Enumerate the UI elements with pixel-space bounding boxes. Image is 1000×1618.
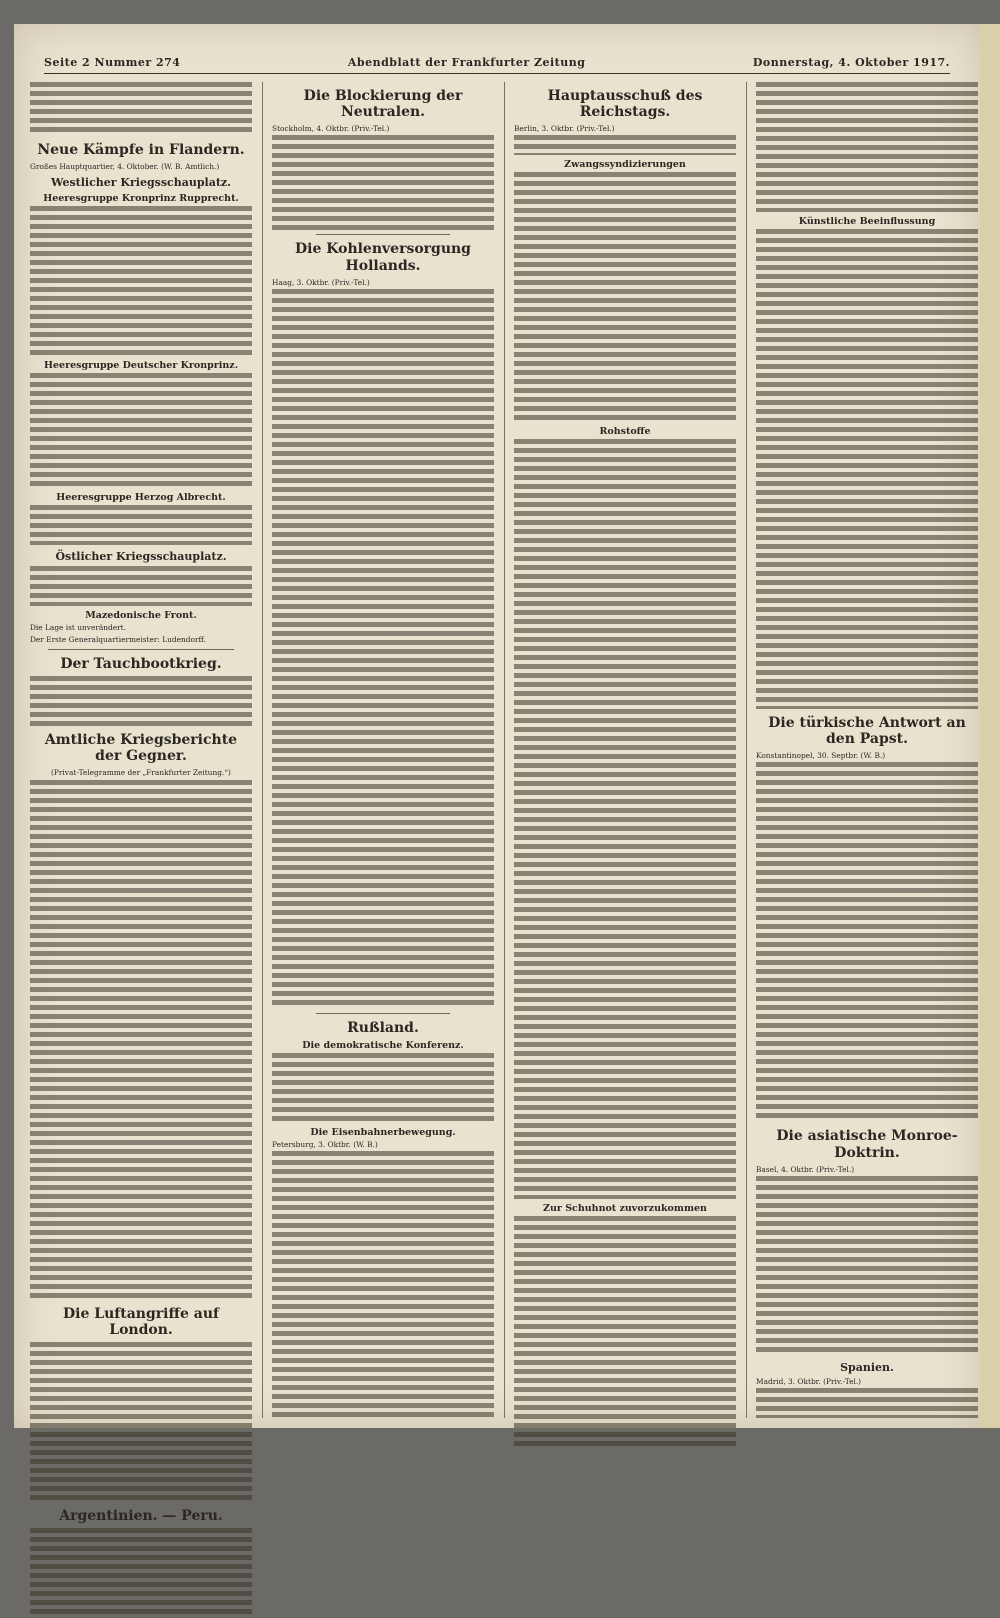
body-text (30, 373, 252, 488)
article-heading: Die asiatische Monroe-Doktrin. (776, 1128, 958, 1161)
subheading: Zwangssyndizierungen (564, 159, 686, 171)
body-text (756, 762, 978, 1122)
body-text (514, 172, 736, 422)
page-edge (980, 24, 1000, 1428)
subheading: Die Eisenbahnerbewegung. (310, 1127, 456, 1139)
body-text (756, 229, 978, 709)
body-text (272, 1053, 494, 1123)
column-4 (756, 82, 978, 1418)
masthead-title: Abendblatt der Frankfurter Zeitung (347, 55, 586, 69)
article-heading: Neue Kämpfe in Flandern. (37, 142, 245, 158)
section-heading: Westlicher Kriegsschauplatz. (51, 176, 231, 190)
body-text (30, 206, 252, 356)
article-heading: Hauptausschuß des Reichstags. (547, 88, 703, 121)
divider (316, 234, 449, 235)
text-line: Die Lage ist unverändert. (30, 623, 126, 633)
body-text (30, 780, 252, 1300)
subheading: Heeresgruppe Deutscher Kronprinz. (44, 360, 238, 372)
issue-date: Donnerstag, 4. Oktober 1917. (752, 55, 950, 69)
subheading: Mazedonische Front. (85, 610, 197, 622)
subheading: Heeresgruppe Kronprinz Rupprecht. (43, 193, 239, 205)
body-text (756, 1388, 978, 1418)
column-rule (504, 82, 505, 1418)
divider (316, 1013, 449, 1014)
body-text (272, 1151, 494, 1421)
dateline: Berlin, 3. Oktbr. (Priv.-Tel.) (514, 124, 615, 134)
body-text (30, 566, 252, 606)
signature-line: Der Erste Generalquartiermeister: Ludendorff. (30, 634, 206, 644)
body-text (514, 135, 736, 155)
column-1 (30, 82, 252, 1524)
body-text (756, 1176, 978, 1356)
body-text (514, 1216, 736, 1446)
body-text (272, 289, 494, 1009)
column-3 (514, 82, 736, 1418)
body-text (756, 82, 978, 212)
section-heading: Spanien. (840, 1360, 894, 1374)
dateline: Großes Hauptquartier, 4. Oktober. (W. B. Amtlich.) (30, 162, 220, 172)
subtitle: (Privat-Telegramme der „Frankfurter Zeitung.“) (51, 768, 231, 778)
article-heading: Die Blockierung der Neutralen. (303, 88, 463, 121)
article-heading: Der Tauchbootkrieg. (60, 655, 222, 672)
article-heading: Die türkische Antwort an den Papst. (768, 715, 966, 748)
running-head (44, 54, 950, 74)
dateline: Haag, 3. Oktbr. (Priv.-Tel.) (272, 277, 370, 287)
body-text (30, 1528, 252, 1618)
section-heading: Östlicher Kriegsschauplatz. (55, 550, 227, 564)
newspaper-page (14, 24, 980, 1524)
dateline: Basel, 4. Oktbr. (Priv.-Tel.) (756, 1164, 855, 1174)
body-text (30, 505, 252, 545)
page-number: Seite 2 Nummer 274 (44, 55, 181, 69)
article-heading: Argentinien. — Peru. (59, 1507, 223, 1524)
column-rule (262, 82, 263, 1418)
article-heading: Die Luftangriffe auf London. (62, 1305, 220, 1338)
body-text (30, 676, 252, 726)
column-2 (272, 82, 494, 1418)
column-rule (746, 82, 747, 1418)
body-text (272, 135, 494, 230)
divider (48, 649, 234, 650)
subheading: Heeresgruppe Herzog Albrecht. (56, 492, 226, 504)
dateline: Petersburg, 3. Oktbr. (W. B.) (272, 1140, 378, 1150)
dateline: Konstantinopel, 30. Septbr. (W. B.) (756, 751, 886, 761)
body-text (30, 82, 252, 136)
article-heading: Amtliche Kriegsberichte der Gegner. (44, 732, 238, 765)
body-text (30, 1342, 252, 1502)
subheading: Rohstoffe (599, 426, 651, 438)
subheading: Künstliche Beeinflussung (798, 216, 936, 227)
subheading: Zur Schuhnot zuvorzukommen (543, 1203, 707, 1215)
body-text (514, 439, 736, 1199)
dateline: Madrid, 3. Oktbr. (Priv.-Tel.) (756, 1376, 862, 1386)
subheading: Die demokratische Konferenz. (302, 1040, 464, 1052)
article-heading: Rußland. (347, 1019, 419, 1036)
dateline: Stockholm, 4. Oktbr. (Priv.-Tel.) (272, 124, 390, 134)
article-heading: Die Kohlenversorgung Hollands. (295, 241, 471, 274)
